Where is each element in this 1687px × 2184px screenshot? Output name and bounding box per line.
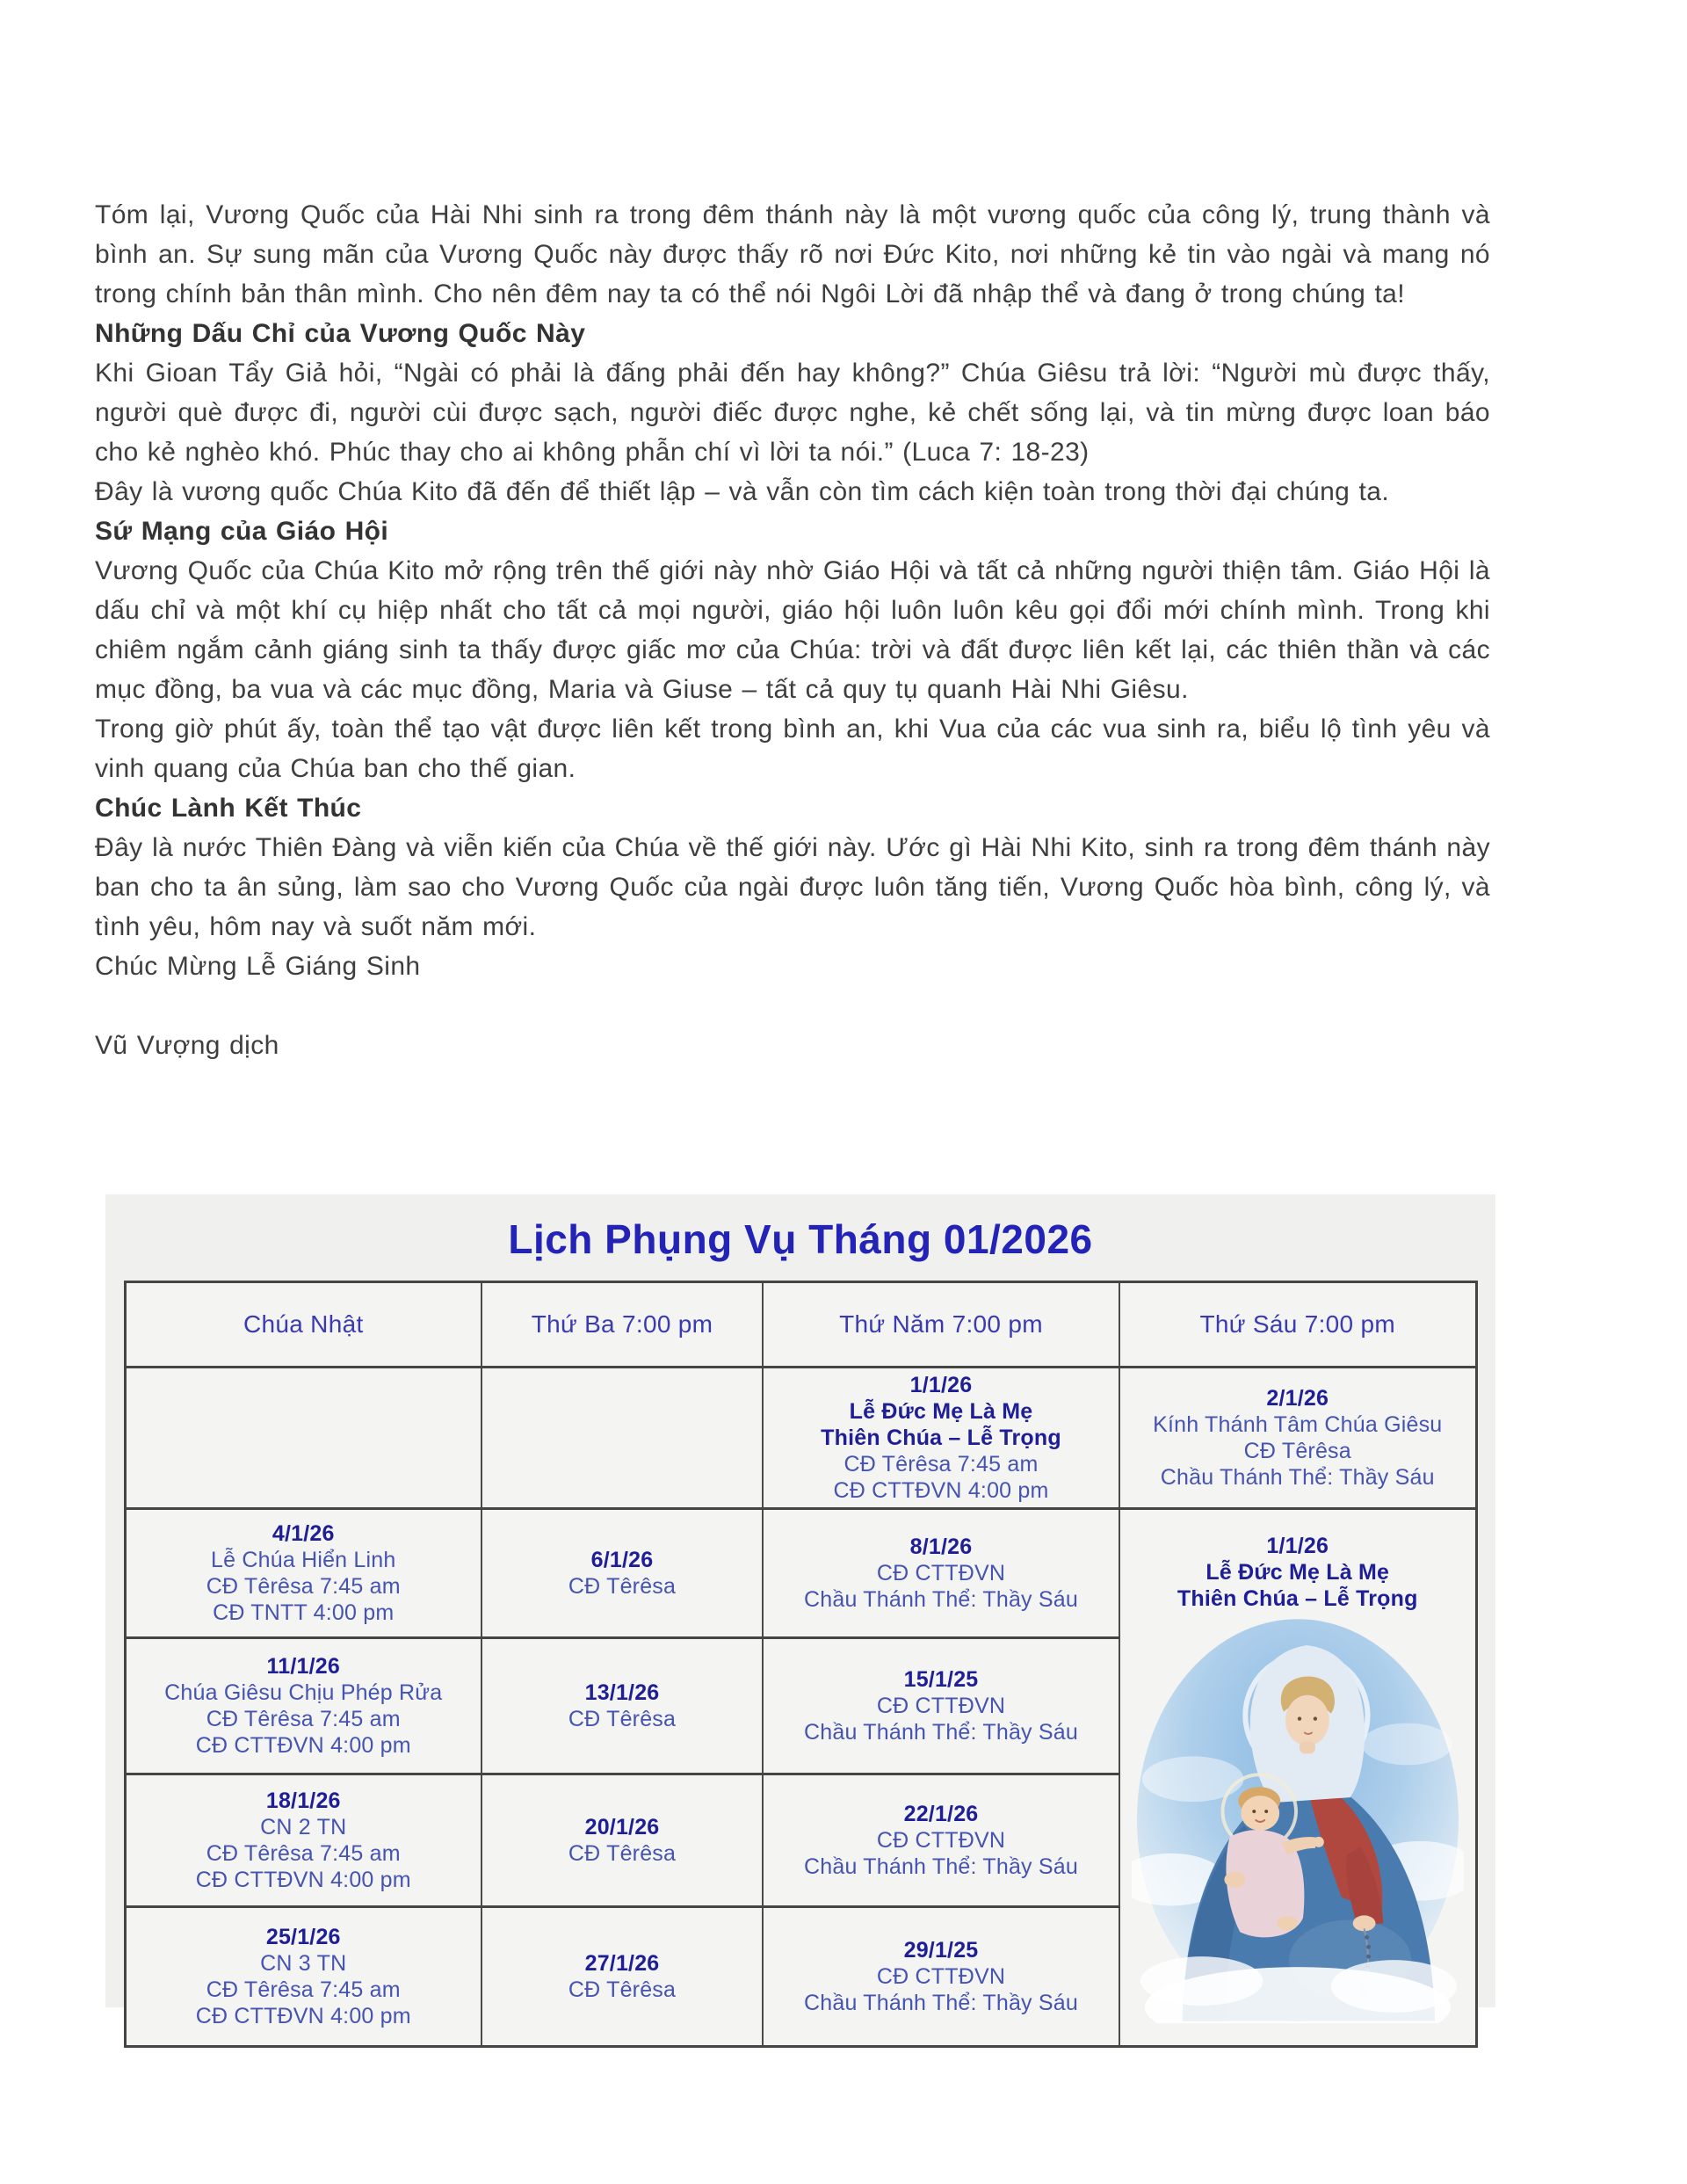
- cell-line: CĐ CTTĐVN 4:00 pm: [195, 1733, 411, 1758]
- cell-line: 13/1/26: [584, 1680, 660, 1705]
- paragraph-final-blessing: Đây là nước Thiên Đàng và viễn kiến của Chúa về thế giới này. Ước gì Hài Nhi Kito, sinh ra trong đêm thánh này ban cho ta ân sủng, làm sao cho Vương Quốc của ngài được luôn tăng tiến, Vương Quốc hòa bình, công lý, và tình yêu, hôm nay và suốt năm mới.: [95, 833, 1490, 941]
- cell-line: 18/1/26: [265, 1789, 341, 1813]
- calendar-cell-jan13: [481, 1638, 763, 1774]
- cell-line: CĐ TNTT 4:00 pm: [213, 1600, 395, 1625]
- cell-line: CĐ CTTĐVN 4:00 pm: [195, 1868, 411, 1892]
- cell-line: Kính Thánh Tâm Chúa Giêsu: [1153, 1412, 1443, 1437]
- cell-line: Lễ Đức Mẹ Là Mẹ: [1206, 1559, 1390, 1585]
- cell-line: Chầu Thánh Thể: Thầy Sáu: [804, 1854, 1078, 1879]
- cell-line: CĐ Têrêsa: [568, 1574, 677, 1599]
- cell-line: 29/1/25: [903, 1938, 979, 1963]
- calendar-cell-feast-image: [1119, 1509, 1476, 2047]
- calendar-cell-jan25: [125, 1907, 481, 2047]
- cell-line: CĐ Têrêsa: [568, 1977, 677, 2002]
- cell-line: Thiên Chúa – Lễ Trọng: [821, 1426, 1061, 1450]
- cell-line: Chầu Thánh Thể: Thầy Sáu: [804, 1991, 1078, 2015]
- calendar-row-week1: [125, 1368, 1476, 1509]
- cell-line: CĐ CTTĐVN 4:00 pm: [833, 1478, 1049, 1503]
- cell-line: CĐ CTTĐVN: [876, 1828, 1006, 1853]
- cell-line: CĐ Têrêsa: [1243, 1439, 1351, 1463]
- cell-line: Lễ Đức Mẹ Là Mẹ: [849, 1399, 1033, 1424]
- cell-line: CN 2 TN: [260, 1815, 347, 1839]
- calendar-cell-jan4: [125, 1509, 481, 1638]
- paragraph-kingdom-established: Đây là vương quốc Chúa Kito đã đến để thiết lập – và vẫn còn tìm cách kiện toàn trong thời đại chúng ta.: [95, 477, 1390, 506]
- cell-line: CĐ Têrêsa 7:45 am: [206, 1841, 401, 1866]
- calendar-row-week2: [125, 1509, 1476, 1638]
- heading-mission-of-church: Sứ Mạng của Giáo Hội: [95, 517, 389, 546]
- cell-line: 20/1/26: [584, 1815, 660, 1839]
- feast-caption: [1126, 1533, 1470, 1612]
- cell-line: 1/1/26: [909, 1373, 973, 1397]
- cell-line: 27/1/26: [584, 1951, 660, 1976]
- calendar-cell-jan22: [763, 1774, 1119, 1907]
- calendar-table: [124, 1281, 1478, 2048]
- cell-line: CĐ Têrêsa 7:45 am: [844, 1452, 1039, 1477]
- cell-line: Chầu Thánh Thể: Thầy Sáu: [804, 1720, 1078, 1745]
- cell-line: CĐ Têrêsa 7:45 am: [206, 1977, 401, 2002]
- cell-line: Chầu Thánh Thể: Thầy Sáu: [804, 1587, 1078, 1612]
- cell-line: CĐ CTTĐVN: [876, 1694, 1006, 1718]
- heading-signs-of-kingdom: Những Dấu Chỉ của Vương Quốc Này: [95, 319, 586, 348]
- cell-line: 8/1/26: [909, 1535, 973, 1559]
- cell-line: CĐ Têrêsa: [568, 1707, 677, 1731]
- calendar-header-row: [125, 1282, 1476, 1368]
- cell-line: CĐ Têrêsa 7:45 am: [206, 1707, 401, 1731]
- calendar-cell-jan8: [763, 1509, 1119, 1638]
- paragraph-creation-united: Trong giờ phút ấy, toàn thể tạo vật được liên kết trong bình an, khi Vua của các vua sinh ra, biểu lộ tình yêu và vinh quang của Chúa ban cho thế gian.: [95, 715, 1490, 783]
- cell-line: 11/1/26: [266, 1654, 340, 1679]
- calendar-title: Lịch Phụng Vụ Tháng 01/2026: [508, 1216, 1093, 1262]
- cell-line: CĐ Têrêsa: [568, 1841, 677, 1866]
- cell-line: CN 3 TN: [260, 1951, 347, 1976]
- calendar-cell-jan6: [481, 1509, 763, 1638]
- calendar-cell-jan15: [763, 1638, 1119, 1774]
- calendar-cell-jan18: [125, 1774, 481, 1907]
- cell-line: 22/1/26: [903, 1802, 979, 1826]
- calendar-cell-jan20: [481, 1774, 763, 1907]
- paragraph-conclusion: Tóm lại, Vương Quốc của Hài Nhi sinh ra trong đêm thánh này là một vương quốc của công lý, trung thành và bình an. Sự sung mãn của Vương Quốc này được thấy rõ nơi Đức Kito, nơi những kẻ tin vào ngài và mang nó trong chính bản thân mình. Cho nên đêm nay ta có thể nói Ngôi Lời đã nhập thể và đang ở trong chúng ta!: [95, 200, 1490, 308]
- cell-line: Thiên Chúa – Lễ Trọng: [1177, 1585, 1418, 1611]
- cell-line: CĐ CTTĐVN 4:00 pm: [195, 2004, 411, 2028]
- heading-final-blessing: Chúc Lành Kết Thúc: [95, 794, 362, 823]
- calendar-cell-jan27: [481, 1907, 763, 2047]
- cell-line: Chầu Thánh Thể: Thầy Sáu: [1160, 1465, 1435, 1490]
- cell-line: 25/1/26: [265, 1925, 341, 1949]
- paragraph-john-baptist: Khi Gioan Tẩy Giả hỏi, “Ngài có phải là đấng phải đến hay không?” Chúa Giêsu trả lời: “Người mù được thấy, người què được đi, người cùi được sạch, người điếc được nghe, kẻ chết sống lại, và tin mừng được loan báo cho kẻ nghèo khó. Phúc thay cho ai không phẫn chí vì lời ta nói.” (Luca 7: 18-23): [95, 359, 1490, 467]
- calendar-cell-jan29: [763, 1907, 1119, 2047]
- col-header-tuesday: Thứ Ba 7:00 pm: [481, 1282, 763, 1368]
- calendar-cell-jan2: [1119, 1368, 1476, 1509]
- cell-line: Chúa Giêsu Chịu Phép Rửa: [164, 1680, 443, 1705]
- cell-line: 6/1/26: [590, 1548, 654, 1572]
- cell-line: CĐ CTTĐVN: [876, 1561, 1006, 1585]
- calendar-cell-jan1: [763, 1368, 1119, 1509]
- cell-line: CĐ Têrêsa 7:45 am: [206, 1574, 401, 1599]
- calendar-cell-empty: [481, 1368, 763, 1509]
- cell-line: 15/1/25: [903, 1667, 979, 1692]
- col-header-thursday: Thứ Năm 7:00 pm: [763, 1282, 1119, 1368]
- translator-credit: Vũ Vượng dịch: [95, 1031, 279, 1060]
- christmas-greeting: Chúc Mừng Lễ Giáng Sinh: [95, 952, 421, 981]
- cell-line: CĐ CTTĐVN: [876, 1964, 1006, 1989]
- paragraph-church-mission: Vương Quốc của Chúa Kito mở rộng trên thế giới này nhờ Giáo Hội và tất cả những người thiện tâm. Giáo Hội là dấu chỉ và một khí cụ hiệp nhất cho tất cả mọi người, giáo hội luôn luôn kêu gọi đổi mới chính mình. Trong khi chiêm ngắm cảnh giáng sinh ta thấy được giấc mơ của Chúa: trời và đất được liên kết lại, các thiên thần và các mục đồng, ba vua và các mục đồng, Maria và Giuse – tất cả quy tụ quanh Hài Nhi Giêsu.: [95, 556, 1490, 704]
- cell-line: 4/1/26: [272, 1521, 335, 1546]
- cell-line: 1/1/26: [1266, 1533, 1329, 1558]
- calendar-cell-empty: [125, 1368, 481, 1509]
- liturgical-calendar-section: [105, 1194, 1495, 2028]
- article-text: [95, 195, 1490, 1065]
- cell-line: 2/1/26: [1266, 1386, 1329, 1411]
- madonna-and-child-image: [1132, 1617, 1464, 2023]
- cell-line: Lễ Chúa Hiển Linh: [211, 1548, 396, 1572]
- col-header-sunday: Chúa Nhật: [125, 1282, 481, 1368]
- calendar-cell-jan11: [125, 1638, 481, 1774]
- col-header-friday: Thứ Sáu 7:00 pm: [1119, 1282, 1476, 1368]
